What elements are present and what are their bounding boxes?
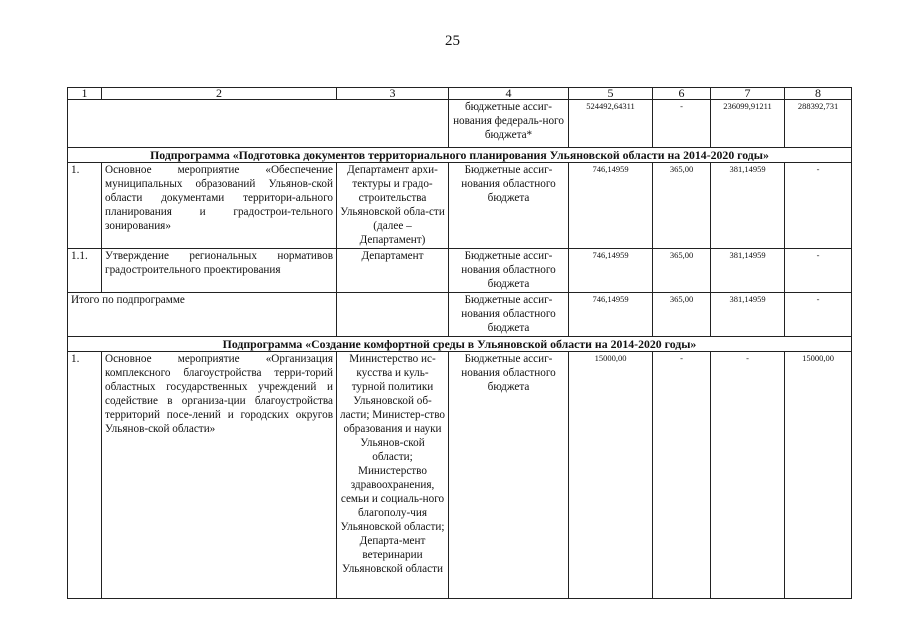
- value-col5: 746,14959: [569, 249, 653, 293]
- budget-table: [67, 87, 852, 599]
- row-number: 1.: [68, 352, 102, 599]
- value-col6: -: [653, 352, 711, 599]
- column-header: 8: [785, 88, 852, 100]
- empty-cell: [68, 100, 449, 148]
- value-col5: 524492,64311: [569, 100, 653, 148]
- activity-name: Основное мероприятие «Обеспечение муниципальных образований Ульянов-ской области документами территори-ального планирования и градострои-тельного зонирования»: [102, 163, 337, 249]
- value-col6: 365,00: [653, 293, 711, 337]
- funding-source: Бюджетные ассиг-нования областного бюджета: [449, 163, 569, 249]
- value-col5: 15000,00: [569, 352, 653, 599]
- empty-cell: [337, 293, 449, 337]
- executor: Министерство ис-кусства и куль-турной политики Ульяновской об-ласти; Министер-ство образования и науки Ульянов-ской области; Министерство здравоохранения, семьи и социаль-ного благополу-чия Ульяновской области; Департа-мент ветеринарии Ульяновской области: [337, 352, 449, 599]
- activity-name: Основное мероприятие «Организация комплексного благоустройства терри-торий областных государственных учреждений и содействие в организа-ции благоустройства территорий посе-лений и городских округов Ульянов-ской области»: [102, 352, 337, 599]
- value-col7: 381,14959: [711, 163, 785, 249]
- activity-name: Утверждение региональных нормативов градостроительного проектирования: [102, 249, 337, 293]
- subprogram-title: Подпрограмма «Создание комфортной среды в Ульяновской области на 2014-2020 годы»: [68, 337, 852, 352]
- value-col5: 746,14959: [569, 293, 653, 337]
- executor: Департамент архи-тектуры и градо-строительства Ульяновской обла-сти (далее – Департамент): [337, 163, 449, 249]
- column-header: 7: [711, 88, 785, 100]
- table-row: [68, 352, 852, 599]
- value-col8: 15000,00: [785, 352, 852, 599]
- value-col7: -: [711, 352, 785, 599]
- column-header: 6: [653, 88, 711, 100]
- funding-source: Бюджетные ассиг-нования областного бюджета: [449, 293, 569, 337]
- total-row: [68, 293, 852, 337]
- value-col6: -: [653, 100, 711, 148]
- value-col7: 381,14959: [711, 293, 785, 337]
- value-col6: 365,00: [653, 249, 711, 293]
- executor: Департамент: [337, 249, 449, 293]
- total-label: Итого по подпрограмме: [68, 293, 337, 337]
- table-row: [68, 249, 852, 293]
- funding-source: Бюджетные ассиг-нования областного бюджета: [449, 249, 569, 293]
- column-header: 3: [337, 88, 449, 100]
- column-header-row: [68, 88, 852, 100]
- value-col7: 381,14959: [711, 249, 785, 293]
- subprogram-row: [68, 337, 852, 352]
- column-header: 2: [102, 88, 337, 100]
- value-col8: 288392,731: [785, 100, 852, 148]
- value-col8: -: [785, 249, 852, 293]
- table-row: [68, 163, 852, 249]
- table-row: [68, 100, 852, 148]
- subprogram-row: [68, 148, 852, 163]
- value-col6: 365,00: [653, 163, 711, 249]
- column-header: 5: [569, 88, 653, 100]
- row-number: 1.1.: [68, 249, 102, 293]
- column-header: 4: [449, 88, 569, 100]
- subprogram-title: Подпрограмма «Подготовка документов территориального планирования Ульяновской области на 2014-2020 годы»: [68, 148, 852, 163]
- funding-source: бюджетные ассиг-нования федераль-ного бюджета*: [449, 100, 569, 148]
- value-col5: 746,14959: [569, 163, 653, 249]
- value-col8: -: [785, 293, 852, 337]
- column-header: 1: [68, 88, 102, 100]
- value-col7: 236099,91211: [711, 100, 785, 148]
- value-col8: -: [785, 163, 852, 249]
- page-number: 25: [445, 33, 460, 49]
- row-number: 1.: [68, 163, 102, 249]
- funding-source: Бюджетные ассиг-нования областного бюджета: [449, 352, 569, 599]
